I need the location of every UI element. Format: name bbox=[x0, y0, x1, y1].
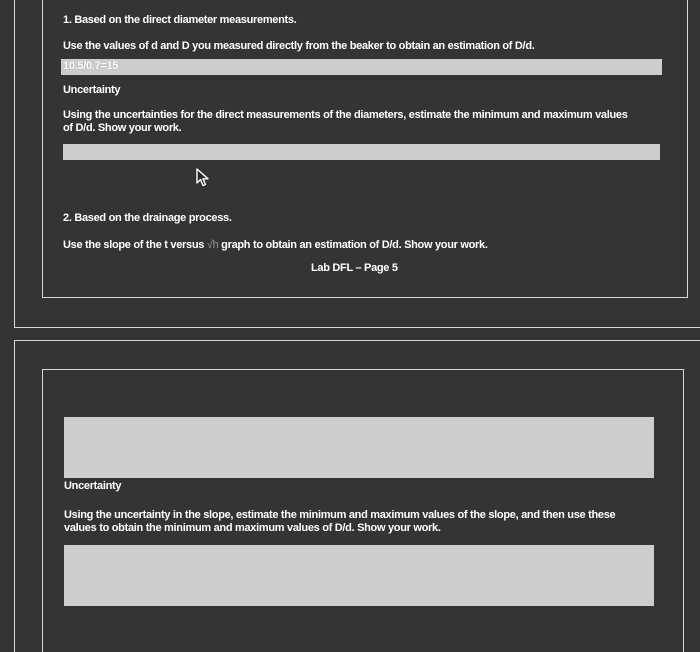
page-footer-label: Lab DFL – Page 5 bbox=[311, 262, 398, 274]
q1-uncertainty-answer-field[interactable] bbox=[63, 144, 660, 160]
q2-instruction bbox=[63, 239, 488, 251]
q2-instruction-part1: Use the slope of the t versus bbox=[63, 239, 205, 251]
q2-answer-field[interactable] bbox=[64, 417, 654, 478]
q2-instruction-part2: graph to obtain an estimation of D/d. Show your work. bbox=[221, 239, 488, 251]
q1-uncertainty-text-line1: Using the uncertainties for the direct measurements of the diameters, estimate the minimum and maximum values bbox=[63, 109, 628, 121]
page2-uncertainty-heading: Uncertainty bbox=[64, 480, 122, 492]
page2-uncertainty-answer-field[interactable] bbox=[64, 545, 654, 606]
q1-uncertainty-heading: Uncertainty bbox=[63, 84, 121, 96]
q1-instruction: Use the values of d and D you measured directly from the beaker to obtain an estimation of D/d. bbox=[63, 40, 535, 52]
q2-heading: 2. Based on the drainage process. bbox=[63, 212, 232, 224]
page2-uncertainty-text-line1: Using the uncertainty in the slope, estimate the minimum and maximum values of the slope, and then use these bbox=[64, 509, 616, 521]
mouse-pointer-icon bbox=[196, 168, 210, 188]
page2-uncertainty-text-line2: values to obtain the minimum and maximum values of D/d. Show your work. bbox=[64, 522, 441, 534]
q1-answer-text: 10.5/0.7=15 bbox=[63, 60, 119, 72]
sqrt-h-symbol: √h bbox=[206, 239, 219, 251]
q1-heading: 1. Based on the direct diameter measurements. bbox=[63, 14, 297, 26]
q1-uncertainty-text-line2: of D/d. Show your work. bbox=[63, 122, 182, 134]
q1-answer-field[interactable] bbox=[61, 59, 662, 75]
